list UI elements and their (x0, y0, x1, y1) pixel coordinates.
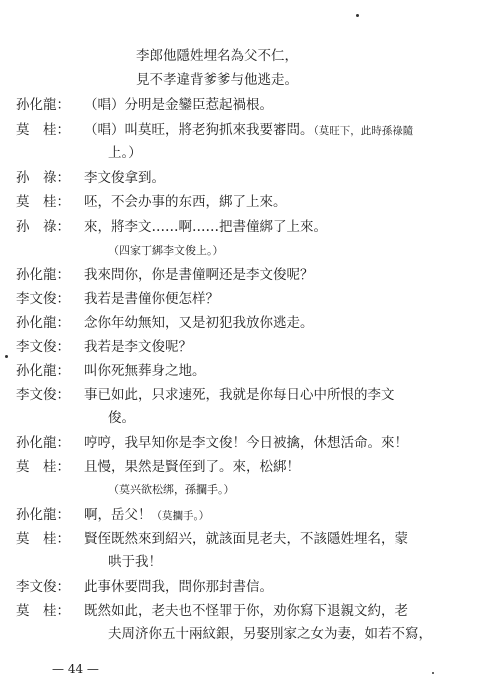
dialogue-continuation: 上。） (108, 145, 142, 161)
verse-text: 見不孝違背爹爹与他逃走。 (136, 72, 298, 88)
dialogue-line (0, 599, 482, 623)
dialogue-line (0, 311, 482, 335)
dialogue-line (0, 622, 482, 646)
stage-note: （莫攔手。） (151, 510, 210, 522)
dialogue-text: 念你年幼無知，又是初犯我放你逃走。 (84, 315, 314, 331)
dialogue-continuation: 俊。 (108, 410, 135, 426)
speaker-name: 莫 桂： (16, 531, 70, 547)
dialogue-continuation: 哄于我！ (108, 554, 162, 570)
dialogue-text: 事已如此，只求速死，我就是你每日心中所恨的李文 (84, 387, 395, 403)
dialogue-line (0, 190, 482, 214)
speaker-name: 李文俊： (16, 387, 70, 403)
dialogue-text: 我來問你，你是書僮啊还是李文俊呢？ (84, 267, 314, 283)
dialogue-text: 李文俊拿到。 (84, 170, 165, 186)
dialogue-line (0, 93, 482, 117)
speaker-name: 莫 桂： (16, 194, 70, 210)
dialogue-text: 且慢，果然是賢侄到了。來，松綁！ (84, 459, 300, 475)
dialogue-text: 呸，不会办事的东西，綁了上來。 (84, 194, 287, 210)
dialogue-line (0, 431, 482, 455)
speaker-name: 李文俊： (16, 339, 70, 355)
speaker-name: 莫 桂： (16, 459, 70, 475)
dialogue-line (0, 575, 482, 599)
speaker-name: 莫 桂： (16, 603, 70, 619)
dialogue-text: 我若是書僮你便怎样？ (84, 291, 219, 307)
print-speck (5, 355, 8, 358)
speaker-name: 孙化龍： (16, 97, 70, 113)
speaker-name: 李文俊： (16, 579, 70, 595)
print-speck (432, 672, 434, 674)
dialogue-line (0, 118, 482, 142)
dialogue-line (0, 166, 482, 190)
verse-line (0, 68, 482, 92)
dialogue-text: （唱）分明是金鑾臣惹起禍根。 (84, 97, 273, 113)
dialogue-text: 來，將李文……啊……把書僮綁了上來。 (84, 219, 327, 235)
dialogue-text: 此事休要問我，問你那封書信。 (84, 579, 273, 595)
speaker-name: 莫 桂： (16, 122, 70, 138)
dialogue-text: 叫你死無葬身之地。 (84, 363, 206, 379)
verse-line (0, 44, 482, 68)
dialogue-text (84, 118, 413, 143)
speaker-name: 孙化龍： (16, 507, 70, 523)
verse-text: 李郎他隱姓埋名為父不仁， (136, 48, 298, 64)
page-number: — 44 — (52, 662, 99, 676)
dialogue-line (0, 335, 482, 359)
dialogue-line (0, 287, 482, 311)
print-speck (356, 14, 359, 17)
dialogue-text: 哼哼，我早知你是李文俊！今日被擒，休想活命。來！ (84, 435, 408, 451)
stage-direction: （四家丁綁李文俊上。） (108, 244, 224, 257)
dialogue-line (0, 503, 482, 527)
speaker-name: 孙化龍： (16, 363, 70, 379)
dialogue-main: （唱）叫莫旺，將老狗抓來我要審問。 (84, 122, 314, 138)
dialogue-line (0, 527, 482, 551)
dialogue-line (0, 455, 482, 479)
dialogue-text (84, 503, 209, 528)
speaker-name: 孙化龍： (16, 315, 70, 331)
stage-direction-line (0, 239, 482, 263)
speaker-name: 孙 祿： (16, 170, 70, 186)
dialogue-text: 賢侄既然來到紹兴，就該面見老夫，不該隱姓埋名，蒙 (84, 531, 408, 547)
dialogue-main: 啊，岳父！ (84, 507, 152, 523)
dialogue-line (0, 359, 482, 383)
dialogue-line (0, 141, 482, 165)
dialogue-line (0, 215, 482, 239)
speaker-name: 孙 祿： (16, 219, 70, 235)
speaker-name: 孙化龍： (16, 435, 70, 451)
speaker-name: 孙化龍： (16, 267, 70, 283)
dialogue-line (0, 383, 482, 407)
dialogue-text: 既然如此，老夫也不怪罪于你，劝你寫下退親文約，老 (84, 603, 408, 619)
dialogue-line (0, 263, 482, 287)
stage-direction: （莫兴欲松绑，孫攔手。） (108, 483, 235, 496)
dialogue-line (0, 550, 482, 574)
dialogue-line (0, 406, 482, 430)
dialogue-continuation: 夫周济你五十兩紋銀，另娶別家之女为妻，如若不寫， (108, 626, 432, 642)
speaker-name: 李文俊： (16, 291, 70, 307)
stage-note: （莫旺下，此時孫祿隨 (313, 125, 414, 137)
dialogue-text: 我若是李文俊呢？ (84, 339, 192, 355)
stage-direction-line (0, 478, 482, 502)
